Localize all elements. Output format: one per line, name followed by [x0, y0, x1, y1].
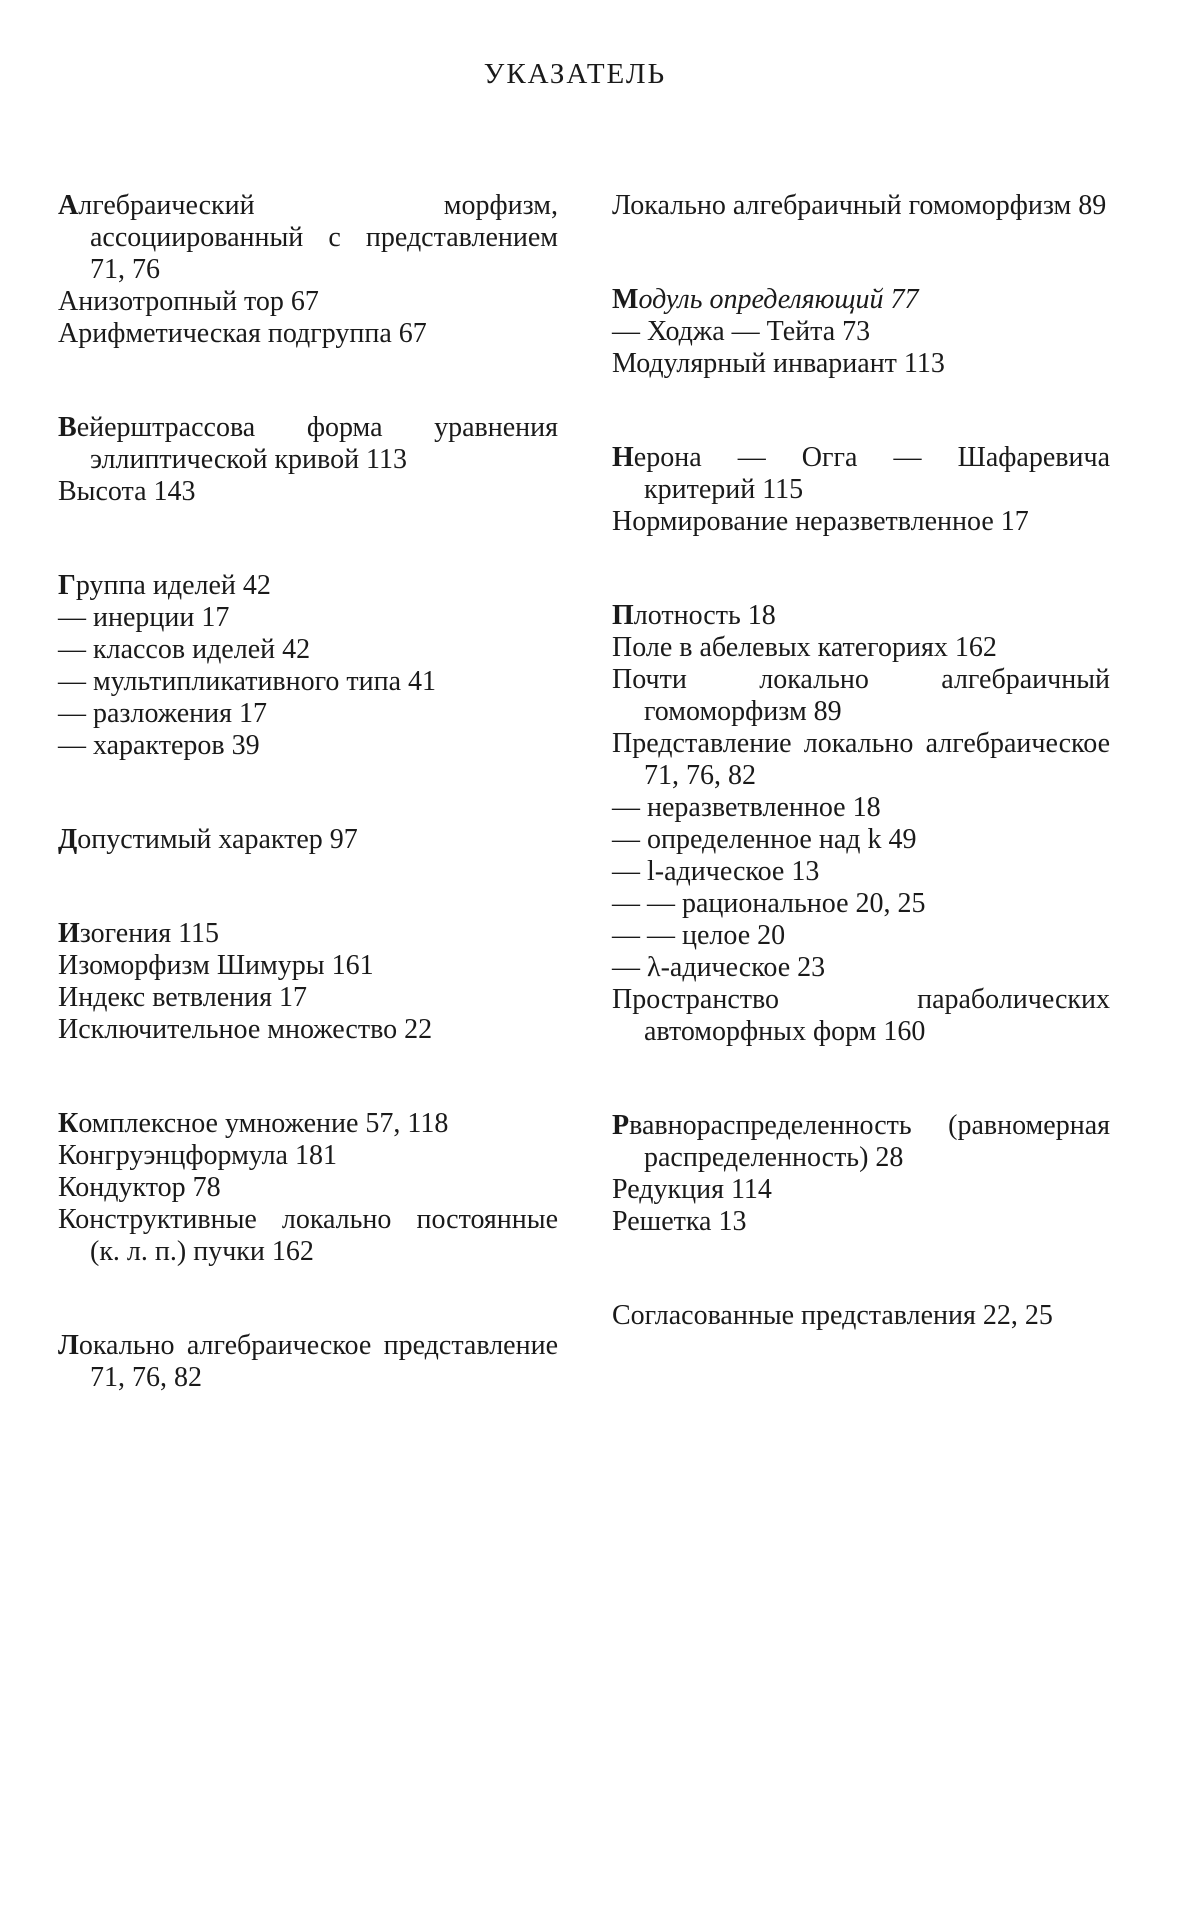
index-entry-text: Анизотропный тор 67 [58, 286, 319, 317]
index-entry-initial: М [612, 284, 639, 315]
index-entry [58, 824, 558, 856]
index-letter-group [612, 442, 1110, 538]
index-entry [612, 632, 1110, 664]
index-entry [612, 920, 1110, 952]
index-entry-text: Пространство параболических автоморфных форм 160 [612, 984, 1110, 1047]
index-column-left [58, 190, 558, 1456]
index-entry-text: Решетка 13 [612, 1206, 747, 1237]
index-entry-initial: Л [58, 1330, 79, 1361]
index-entry [612, 856, 1110, 888]
index-letter-group [612, 284, 1110, 380]
index-entry-initial: И [58, 918, 80, 949]
index-entry-text: Исключительное множество 22 [58, 1014, 433, 1045]
index-entry-text: Модулярный инвариант 113 [612, 348, 945, 379]
index-entry [612, 1300, 1110, 1332]
index-entry-text: ерона — Огга — Шафаревича критерий 115 [633, 442, 1110, 505]
index-letter-group [58, 918, 558, 1046]
index-entry [58, 698, 558, 730]
index-entry [58, 1140, 558, 1172]
index-entry-text: — определенное над k 49 [612, 824, 917, 855]
index-entry [58, 1108, 558, 1140]
index-entry [612, 664, 1110, 728]
index-entry-text: Конгруэнцформула 181 [58, 1140, 337, 1171]
index-entry [612, 506, 1110, 538]
index-entry [612, 348, 1110, 380]
page-title: УКАЗАТЕЛЬ [483, 58, 667, 90]
index-letter-group [612, 600, 1110, 1048]
index-entry-text: опустимый характер 97 [77, 824, 358, 855]
index-letter-group [58, 190, 558, 350]
index-entry [612, 442, 1110, 506]
index-entry [58, 318, 558, 350]
index-column-right [612, 190, 1110, 1394]
index-entry [58, 1014, 558, 1046]
index-entry-text: ейерштрассова форма уравнения эллиптической кривой 113 [76, 412, 558, 475]
index-entry [58, 602, 558, 634]
index-letter-group [58, 1108, 558, 1268]
index-entry-initial: Г [58, 570, 76, 601]
index-letter-group [58, 570, 558, 762]
index-entry-text: — характеров 39 [58, 730, 260, 761]
index-entry-text: зогения 115 [79, 918, 220, 949]
index-entry [58, 1330, 558, 1394]
index-letter-group [58, 1330, 558, 1394]
index-entry-initial: П [612, 600, 634, 631]
index-entry [58, 950, 558, 982]
index-entry-text: Высота 143 [58, 476, 196, 507]
index-entry-text: Представление локально алгебраическое 71, 76, 82 [612, 728, 1110, 791]
index-entry-text: Кондуктор 78 [58, 1172, 221, 1203]
index-entry-text: Арифметическая подгруппа 67 [58, 318, 427, 349]
index-entry-text: Конструктивные локально постоянные (к. л. п.) пучки 162 [58, 1204, 558, 1267]
index-entry-text: — Ходжа — Тейта 73 [612, 316, 871, 347]
index-entry [58, 476, 558, 508]
index-entry-text: окально алгебраическое представление 71, 76, 82 [78, 1330, 558, 1393]
index-entry-initial: К [58, 1108, 79, 1139]
index-entry-text: — неразветвленное 18 [612, 792, 881, 823]
index-entry-initial: Н [612, 442, 634, 473]
index-entry [58, 730, 558, 762]
index-entry-initial: В [58, 412, 77, 443]
index-entry-text: Индекс ветвления 17 [58, 982, 308, 1013]
index-entry [58, 286, 558, 318]
index-entry-text: Локально алгебраичный гомоморфизм 89 [612, 190, 1107, 221]
index-entry-initial: Д [58, 824, 78, 855]
index-entry [612, 1174, 1110, 1206]
index-entry [58, 918, 558, 950]
index-letter-group [58, 824, 558, 856]
index-entry [58, 1204, 558, 1268]
index-entry [612, 728, 1110, 792]
index-entry [58, 190, 558, 286]
index-letter-group [612, 1110, 1110, 1238]
index-entry-text: омплексное умножение 57, 118 [78, 1108, 449, 1139]
index-entry [58, 666, 558, 698]
index-entry-text: Почти локально алгебраичный гомоморфизм 89 [612, 664, 1110, 727]
index-entry [612, 984, 1110, 1048]
index-entry [612, 284, 1110, 316]
index-entry-text: — инерции 17 [58, 602, 230, 633]
index-entry [612, 316, 1110, 348]
index-entry-initial: Р [612, 1110, 630, 1141]
index-entry-text: — разложения 17 [58, 698, 268, 729]
index-entry-text: лгебраический морфизм, ассоциированный с представлением 71, 76 [78, 190, 558, 285]
index-entry [612, 1206, 1110, 1238]
index-entry-text: Согласованные представления 22, 25 [612, 1300, 1053, 1331]
index-entry-text: — l-адическое 13 [612, 856, 820, 887]
index-entry [58, 570, 558, 602]
index-entry [612, 952, 1110, 984]
index-entry-text: одуль определяющий 77 [638, 284, 919, 315]
index-letter-group [612, 1300, 1110, 1332]
index-entry-text: — классов иделей 42 [58, 634, 311, 665]
index-entry [58, 982, 558, 1014]
index-entry-text: Редукция 114 [612, 1174, 772, 1205]
index-entry-text: руппа иделей 42 [75, 570, 271, 601]
index-entry [612, 1110, 1110, 1174]
index-letter-group [58, 412, 558, 508]
index-entry [612, 600, 1110, 632]
index-entry [612, 824, 1110, 856]
index-entry-text: — мультипликативного типа 41 [58, 666, 437, 697]
index-entry [612, 888, 1110, 920]
index-entry-text: вавнораспределенность (равномерная распределенность) 28 [629, 1110, 1110, 1173]
index-letter-group [612, 190, 1110, 222]
index-entry [58, 634, 558, 666]
index-entry-text: Нормирование неразветвленное 17 [612, 506, 1029, 537]
index-entry [58, 412, 558, 476]
index-entry-text: — — рациональное 20, 25 [612, 888, 926, 919]
index-entry [612, 792, 1110, 824]
index-entry-text: — — целое 20 [612, 920, 786, 951]
index-entry [58, 1172, 558, 1204]
index-entry-text: Поле в абелевых категориях 162 [612, 632, 997, 663]
index-entry-text: лотность 18 [633, 600, 776, 631]
index-entry-text: — λ-адическое 23 [612, 952, 826, 983]
index-entry-text: Изоморфизм Шимуры 161 [58, 950, 374, 981]
index-entry [612, 190, 1110, 222]
index-entry-initial: А [58, 190, 79, 221]
